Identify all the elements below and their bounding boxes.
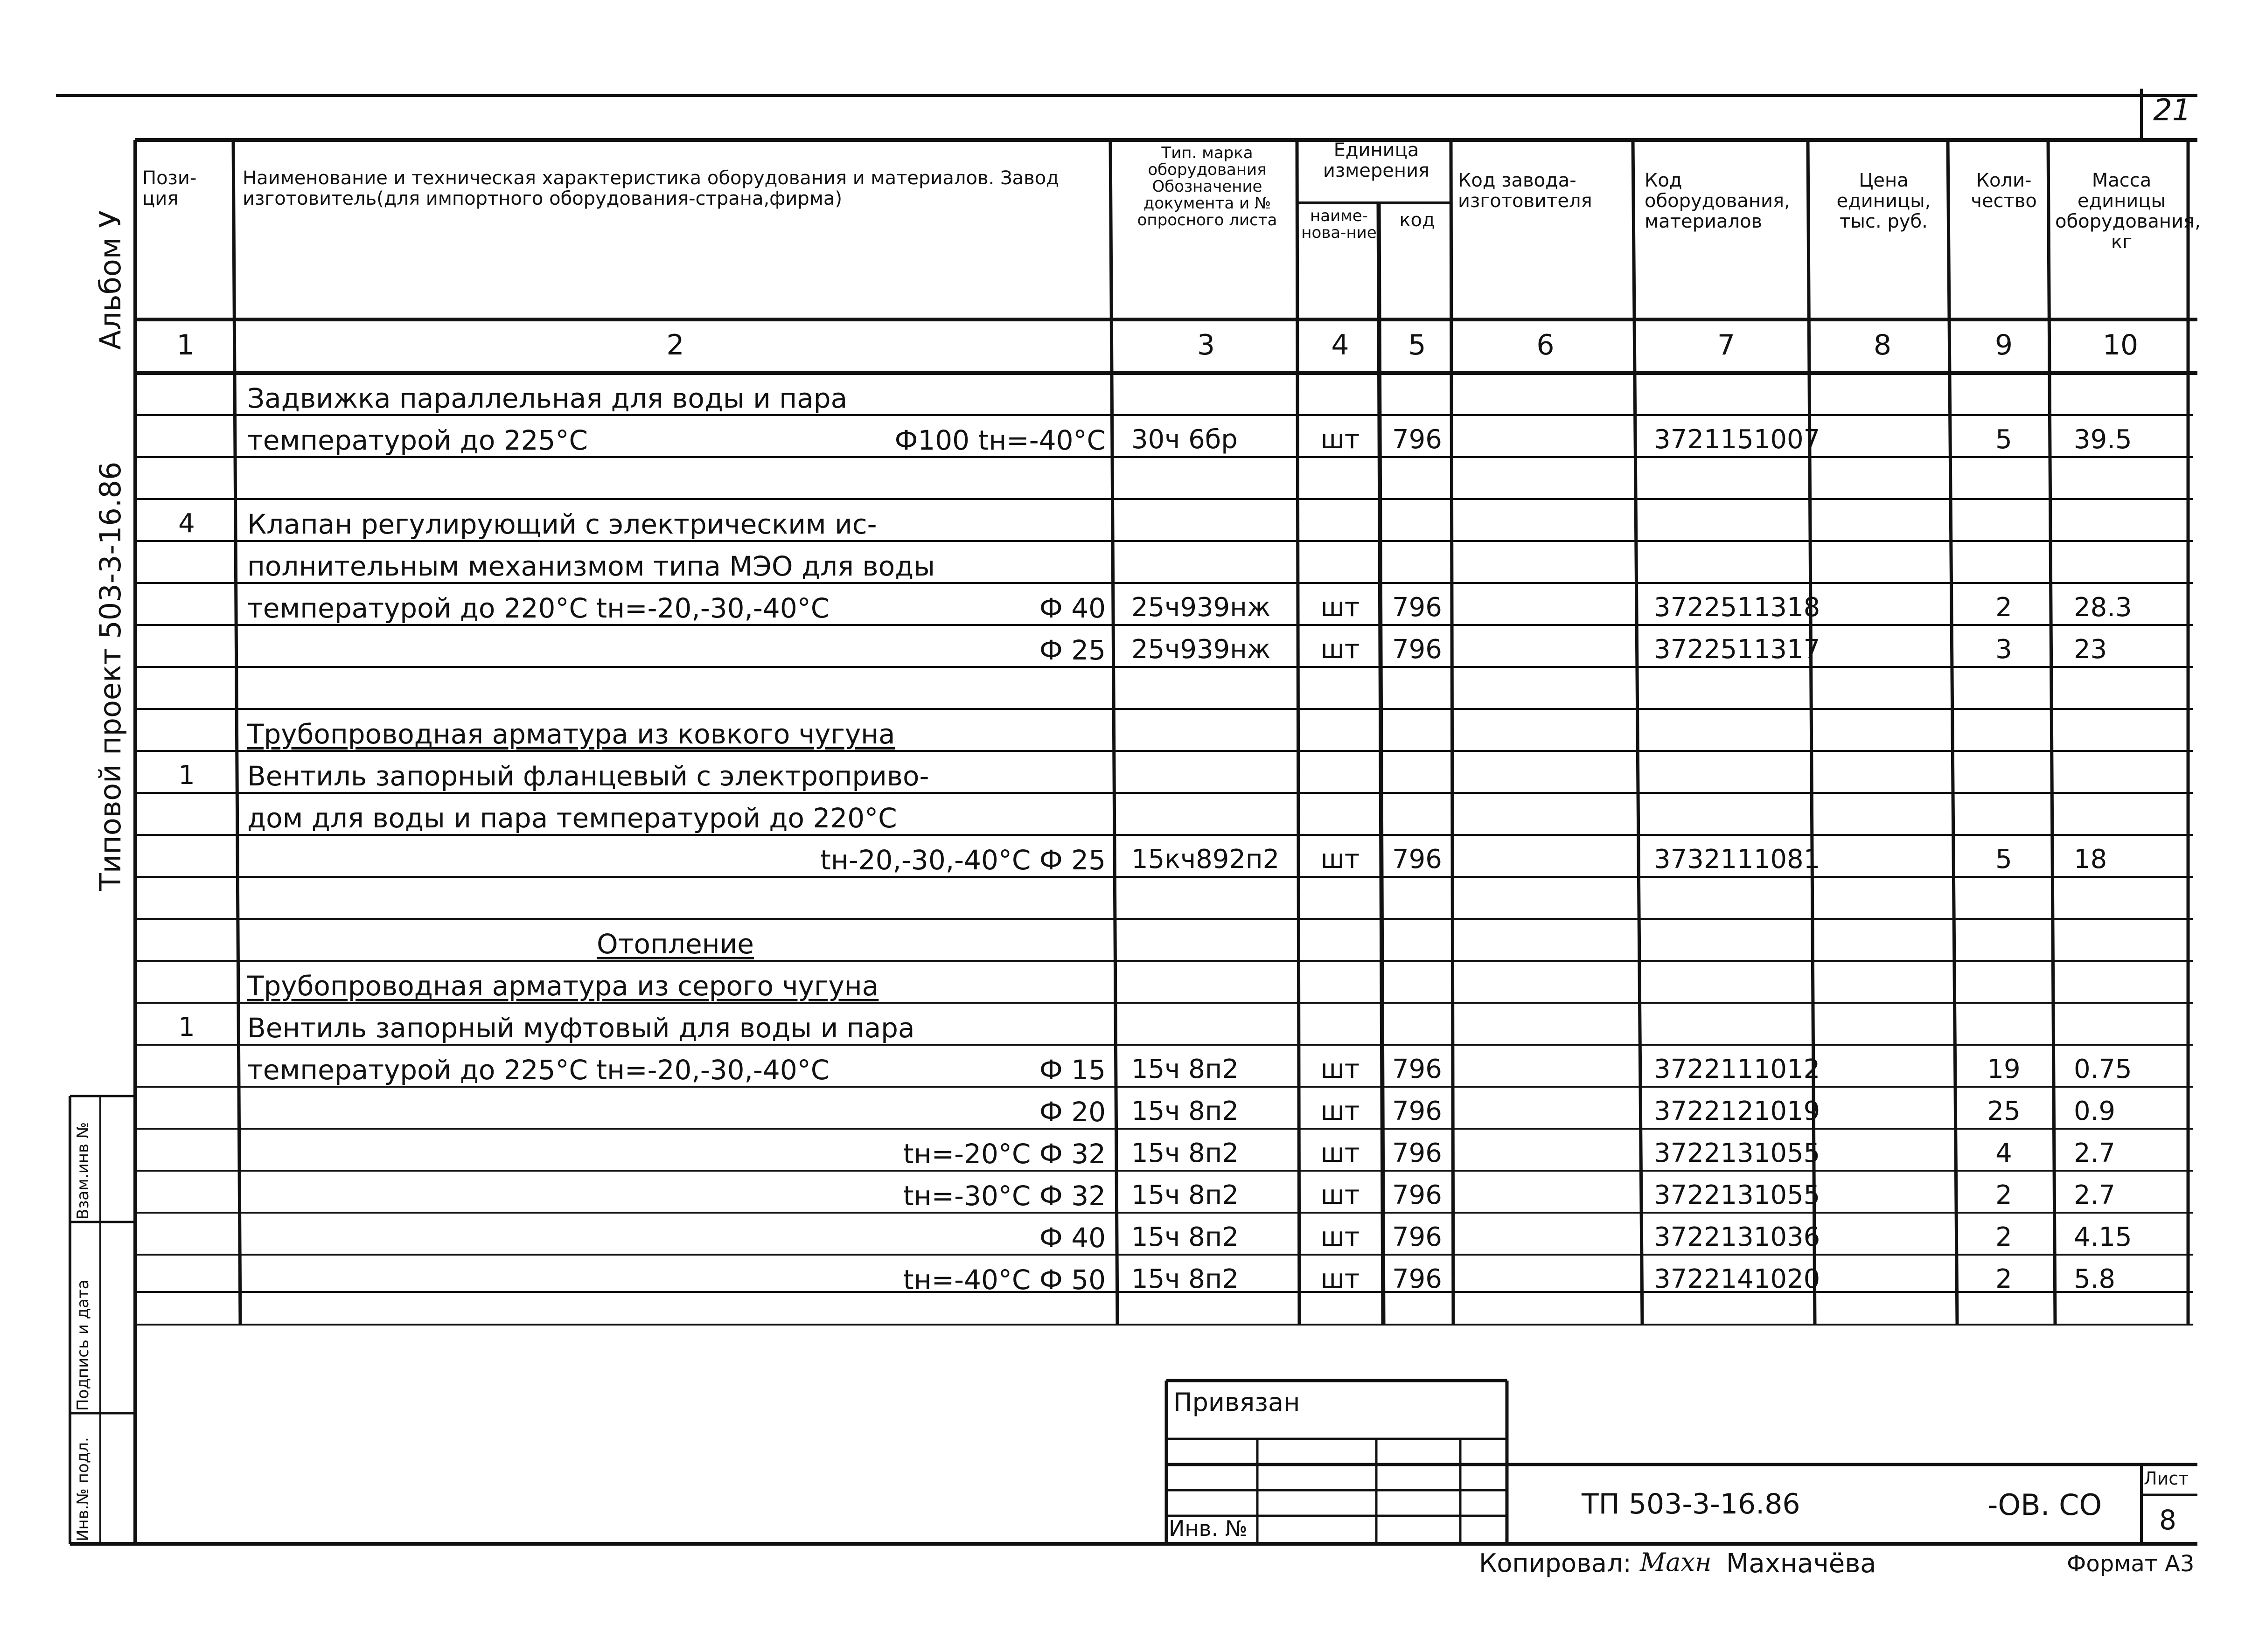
column-number: 6 (1536, 329, 1555, 361)
cell-name-suffix: tн-20,-30,-40°С Ф 25 (820, 844, 1106, 876)
cell-equipment-code: 3721151007 (1654, 424, 1820, 455)
column-number: 10 (2102, 329, 2139, 361)
cell-name: температурой до 220°С tн=-20,-30,-40°С (247, 592, 830, 624)
cell-quantity: 2 (1995, 1222, 2012, 1252)
cell-name-suffix: Ф100 tн=-40°С (894, 424, 1106, 456)
cell-name: Трубопроводная арматура из серого чугуна (247, 970, 879, 1002)
cell-mass: 5.8 (2074, 1264, 2116, 1294)
cell-mass: 18 (2074, 844, 2107, 875)
header-code: Код оборудования, материалов (1645, 170, 1790, 232)
cell-name: температурой до 225°С tн=-20,-30,-40°С (247, 1054, 830, 1086)
cell-mass: 0.9 (2074, 1096, 2116, 1126)
cell-name-suffix: Ф 15 (1039, 1054, 1106, 1086)
album-label: Альбом У (93, 210, 127, 350)
cell-position: 1 (178, 760, 195, 791)
column-number: 4 (1331, 329, 1349, 361)
cell-unit-code: 796 (1392, 1054, 1442, 1084)
cell-equipment-code: 3722141020 (1654, 1264, 1820, 1294)
cell-equipment-code: 3722511317 (1654, 634, 1820, 665)
cell-name-suffix: tн=-30°С Ф 32 (903, 1180, 1106, 1212)
format-label: Формат А3 (2067, 1551, 2195, 1577)
cell-type-mark: 15кч892п2 (1131, 844, 1280, 875)
cell-name: полнительным механизмом типа МЭО для воды (247, 550, 935, 582)
cell-unit: шт (1320, 1138, 1360, 1168)
stamp-label-podpis: Подпись и дата (74, 1279, 92, 1411)
cell-unit-code: 796 (1392, 1222, 1442, 1252)
copied-name: Махначёва (1726, 1548, 1876, 1579)
cell-type-mark: 25ч939нж (1131, 634, 1271, 665)
column-number: 8 (1873, 329, 1892, 361)
copied-label: Копировал: (1479, 1548, 1632, 1578)
cell-name: Клапан регулирующий с электрическим ис- (247, 508, 877, 540)
cell-mass: 28.3 (2074, 592, 2132, 623)
doc-code: ТП 503-3-16.86 (1582, 1488, 1800, 1520)
cell-name: Вентиль запорный фланцевый с электроприво- (247, 760, 929, 792)
cell-quantity: 3 (1995, 634, 2012, 665)
cell-unit-code: 796 (1392, 1180, 1442, 1210)
cell-unit: шт (1320, 1054, 1360, 1084)
cell-mass: 39.5 (2074, 424, 2132, 455)
stamp-label-inv: Инв.№ подл. (74, 1437, 92, 1541)
cell-name: температурой до 225°С (247, 424, 588, 456)
sheet-number: 21 (2153, 93, 2191, 128)
cell-unit: шт (1320, 844, 1360, 875)
cell-type-mark: 15ч 8п2 (1131, 1264, 1239, 1294)
cell-equipment-code: 3722131055 (1654, 1180, 1820, 1210)
cell-mass: 23 (2074, 634, 2107, 665)
column-number: 3 (1197, 329, 1215, 361)
cell-quantity: 2 (1995, 1180, 2012, 1210)
cell-mass: 0.75 (2074, 1054, 2132, 1084)
cell-unit-code: 796 (1392, 592, 1442, 623)
cell-type-mark: 15ч 8п2 (1131, 1096, 1239, 1126)
cell-unit: шт (1320, 1096, 1360, 1126)
copied-signature: Махн (1640, 1548, 1712, 1577)
cell-mass: 2.7 (2074, 1180, 2116, 1210)
cell-name-suffix: Ф 40 (1039, 592, 1106, 624)
cell-quantity: 2 (1995, 592, 2012, 623)
inv-label: Инв. № (1169, 1516, 1248, 1541)
column-number: 5 (1408, 329, 1426, 361)
cell-name: Отопление (597, 928, 754, 960)
cell-quantity: 2 (1995, 1264, 2012, 1294)
cell-name-suffix: tн=-20°С Ф 32 (903, 1138, 1106, 1170)
cell-quantity: 5 (1995, 844, 2012, 875)
cell-name: Трубопроводная арматура из ковкого чугуна (247, 718, 895, 750)
header-unit-code: код (1399, 209, 1435, 231)
cell-unit-code: 796 (1392, 634, 1442, 665)
cell-type-mark: 25ч939нж (1131, 592, 1271, 623)
cell-unit-code: 796 (1392, 844, 1442, 875)
header-pos: Пози- ция (142, 167, 197, 209)
header-plant: Код завода-изготовителя (1458, 170, 1592, 212)
cell-equipment-code: 3722131036 (1654, 1222, 1820, 1252)
cell-quantity: 19 (1987, 1054, 2021, 1084)
cell-type-mark: 15ч 8п2 (1131, 1180, 1239, 1210)
cell-quantity: 4 (1995, 1138, 2012, 1168)
cell-name-suffix: tн=-40°С Ф 50 (903, 1264, 1106, 1296)
column-number: 1 (176, 329, 195, 361)
cell-unit: шт (1320, 592, 1360, 623)
cell-equipment-code: 3722111012 (1654, 1054, 1820, 1084)
cell-name-suffix: Ф 40 (1039, 1222, 1106, 1254)
cell-equipment-code: 3722511318 (1654, 592, 1820, 623)
header-qty: Коли-чество (1971, 170, 2037, 212)
cell-unit: шт (1320, 634, 1360, 665)
cell-unit-code: 796 (1392, 1264, 1442, 1294)
column-number: 9 (1994, 329, 2013, 361)
cell-unit: шт (1320, 1180, 1360, 1210)
cell-mass: 4.15 (2074, 1222, 2132, 1252)
cell-name-suffix: Ф 20 (1039, 1096, 1106, 1128)
list-number: 8 (2159, 1504, 2176, 1536)
cell-name-suffix: Ф 25 (1039, 634, 1106, 666)
cell-type-mark: 15ч 8п2 (1131, 1138, 1239, 1168)
header-mass: Масса единицы оборудования, кг (2055, 170, 2201, 253)
cell-type-mark: 15ч 8п2 (1131, 1222, 1239, 1252)
header-name: Наименование и техническая характеристика оборудования и материалов. Завод изготовитель(для импортного оборудования-страна,фирма) (243, 167, 1059, 209)
cell-quantity: 25 (1987, 1096, 2021, 1126)
project-label: Типовой проект 503-3-16.86 (93, 461, 127, 891)
cell-unit: шт (1320, 1222, 1360, 1252)
cell-unit-code: 796 (1392, 1138, 1442, 1168)
cell-name: дом для воды и пара температурой до 220°С (247, 802, 897, 834)
cell-name: Задвижка параллельная для воды и пара (247, 382, 848, 414)
cell-equipment-code: 3732111081 (1654, 844, 1820, 875)
cell-unit: шт (1320, 1264, 1360, 1294)
cell-unit: шт (1320, 424, 1360, 455)
cell-type-mark: 30ч 6бр (1131, 424, 1238, 455)
doc-suffix: -ОВ. СО (1987, 1488, 2102, 1522)
privyazan-label: Привязан (1173, 1388, 1300, 1417)
header-price: Цена единицы, тыс. руб. (1836, 170, 1931, 232)
header-type: Тип. марка оборудования Обозначение документа и № опросного листа (1137, 144, 1277, 229)
cell-unit-code: 796 (1392, 424, 1442, 455)
cell-quantity: 5 (1995, 424, 2012, 455)
list-label: Лист (2144, 1468, 2189, 1489)
stamp-label-vzam: Взам.инв № (74, 1122, 92, 1220)
column-number: 7 (1717, 329, 1736, 361)
header-unit-name: наиме-нова-ние (1301, 207, 1377, 242)
cell-position: 1 (178, 1012, 195, 1042)
cell-unit-code: 796 (1392, 1096, 1442, 1126)
cell-position: 4 (178, 508, 195, 539)
cell-name: Вентиль запорный муфтовый для воды и пара (247, 1012, 915, 1044)
cell-type-mark: 15ч 8п2 (1131, 1054, 1239, 1084)
header-unit: Единица измерения (1323, 139, 1430, 181)
cell-equipment-code: 3722121019 (1654, 1096, 1820, 1126)
cell-mass: 2.7 (2074, 1138, 2116, 1168)
cell-equipment-code: 3722131055 (1654, 1138, 1820, 1168)
column-number: 2 (666, 329, 684, 361)
